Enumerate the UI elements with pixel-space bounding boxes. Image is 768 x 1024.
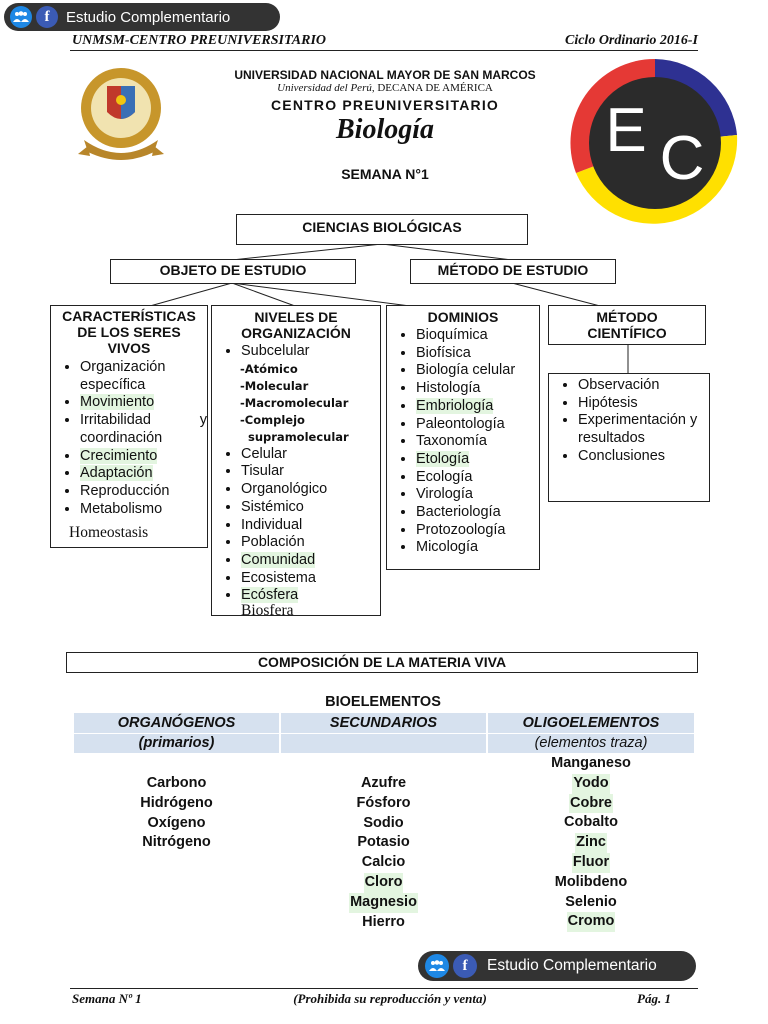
- table-cell: Manganeso: [551, 755, 631, 771]
- table-cell: Cromo: [488, 912, 694, 932]
- centre-name: CENTRO PREUNIVERSITARIO: [270, 97, 500, 113]
- list-item: • Organización específica: [80, 359, 207, 394]
- objeto-estudio-label: OBJETO DE ESTUDIO: [159, 262, 307, 278]
- ciencias-biologicas-label: CIENCIAS BIOLÓGICAS: [302, 219, 462, 235]
- list-item: • Reproducción: [80, 483, 207, 501]
- table-cell: Yodo: [488, 774, 694, 794]
- table-cell: Sodio: [363, 814, 404, 831]
- objeto-estudio-box: [110, 259, 356, 284]
- badge-label: Estudio Complementario: [487, 957, 657, 974]
- footer-right: Pág. 1: [637, 991, 671, 1006]
- list-item: • Etología: [416, 451, 539, 469]
- list-item: • Sistémico: [241, 499, 380, 517]
- niveles-box: [211, 305, 381, 620]
- list-item: • Biofísica: [416, 345, 539, 363]
- list-item: • Observación: [578, 377, 709, 395]
- dominios-title: DOMINIOS: [427, 309, 499, 325]
- facebook-icon: f: [453, 954, 477, 978]
- sub-item: supramolecular: [248, 429, 349, 444]
- table-cell: Calcio: [361, 854, 406, 871]
- oligoelementos-column: [488, 754, 694, 932]
- sub-item: -Macromolecular: [240, 395, 349, 410]
- niveles-list: [212, 343, 380, 361]
- footer-left: Semana Nº 1: [72, 991, 142, 1006]
- footer-center: (Prohibida su reproducción y venta): [293, 991, 487, 1006]
- subject-title: Biología: [335, 114, 434, 145]
- university-subtitle-rest: , DECANA DE AMÉRICA: [371, 82, 493, 94]
- oligoelementos-subheader: (elementos traza): [488, 734, 694, 753]
- badge-label: Estudio Complementario: [66, 8, 231, 26]
- sub-item: -Molecular: [240, 378, 309, 393]
- header-left: UNMSM-CENTRO PREUNIVERSITARIO: [72, 33, 327, 48]
- metodo-cientifico-box: [548, 373, 710, 502]
- table-cell: Azufre: [360, 775, 407, 791]
- footer-rule: [70, 988, 698, 989]
- secundarios-subheader: [281, 734, 486, 753]
- niveles-title: NIVELES DE ORGANIZACIÓN: [241, 309, 351, 341]
- list-item: • Metabolismo: [80, 501, 207, 519]
- niveles-extra: Biosfera: [241, 602, 294, 620]
- list-item: • Ecología: [416, 469, 539, 487]
- table-cell: Fósforo: [356, 794, 411, 811]
- organogenos-column: [74, 774, 279, 853]
- composicion-title: COMPOSICIÓN DE LA MATERIA VIVA: [257, 654, 507, 670]
- organogenos-subheader: (primarios): [74, 734, 279, 753]
- oligoelementos-header: OLIGOELEMENTOS: [488, 713, 694, 733]
- secundarios-header: SECUNDARIOS: [281, 713, 486, 733]
- group-icon: [425, 954, 449, 978]
- list-item: • Protozoología: [416, 522, 539, 540]
- list-item: • Tisular: [241, 463, 380, 481]
- table-cell: Cloro: [281, 873, 486, 893]
- university-name: UNIVERSIDAD NACIONAL MAYOR DE SAN MARCOS: [234, 68, 536, 82]
- list-item: • Taxonomía: [416, 433, 539, 451]
- dominios-list: [387, 327, 539, 557]
- list-item: • Subcelular: [241, 343, 380, 361]
- table-cell: Cobre: [488, 794, 694, 814]
- list-item: • Irritabilidad y coordinación: [80, 412, 207, 447]
- list-item: • Individual: [241, 517, 380, 535]
- logo-letter-e: E: [605, 96, 647, 165]
- logo-letter-c: C: [659, 124, 705, 193]
- metodo-estudio-label: MÉTODO DE ESTUDIO: [437, 262, 589, 278]
- list-item: • Celular: [241, 446, 380, 464]
- table-cell: Potasio: [357, 834, 410, 851]
- list-item: • Biología celular: [416, 362, 539, 380]
- table-cell: Magnesio: [281, 893, 486, 913]
- list-item: • Hipótesis: [578, 395, 709, 413]
- metodo-cientifico-list: [549, 377, 709, 466]
- list-item: • Virología: [416, 486, 539, 504]
- list-item: • Micología: [416, 539, 539, 557]
- organogenos-header: ORGANÓGENOS: [74, 713, 279, 733]
- week-label: SEMANA N°1: [341, 166, 429, 182]
- list-item: • Bacteriología: [416, 504, 539, 522]
- caracteristicas-title: CARACTERÍSTICAS DE LOS SERES VIVOS: [62, 308, 196, 356]
- list-item: • Embriología: [416, 398, 539, 416]
- bioelementos-heading: BIOELEMENTOS: [325, 694, 441, 710]
- table-cell: Hidrógeno: [140, 794, 213, 811]
- table-cell: Cobalto: [564, 814, 618, 831]
- metodo-estudio-box: [410, 259, 616, 284]
- list-item: • Ecósfera: [241, 587, 380, 605]
- table-cell: Zinc: [488, 833, 694, 853]
- metodo-cientifico-title: MÉTODO CIENTÍFICO: [587, 309, 667, 341]
- estudio-complementario-badge-bottom[interactable]: [418, 951, 696, 981]
- metodo-cientifico-title-box: [548, 305, 706, 345]
- sub-item: -Atómico: [240, 361, 298, 376]
- niveles-list-2: [212, 446, 380, 605]
- list-item: • Organológico: [241, 481, 380, 499]
- list-item: • Movimiento: [80, 394, 207, 412]
- list-item: • Experimentación y resultados: [578, 412, 709, 447]
- list-item: • Paleontología: [416, 416, 539, 434]
- caracteristicas-extra: Homeostasis: [69, 524, 149, 542]
- caracteristicas-list: [51, 359, 207, 518]
- university-subtitle-italic: Universidad del Perú: [277, 82, 372, 94]
- list-item: • Población: [241, 534, 380, 552]
- list-item: • Bioquímica: [416, 327, 539, 345]
- dominios-box: [386, 305, 540, 570]
- list-item: • Ecosistema: [241, 570, 380, 588]
- niveles-sublist: [240, 361, 380, 446]
- table-cell: Oxígeno: [147, 814, 206, 831]
- header-right: Ciclo Ordinario 2016-I: [564, 33, 698, 48]
- sub-item: -Complejo: [240, 412, 305, 427]
- list-item: • Histología: [416, 380, 539, 398]
- ciencias-biologicas-box: [236, 214, 528, 245]
- table-cell: Nitrógeno: [142, 834, 211, 851]
- list-item: • Crecimiento: [80, 448, 207, 466]
- table-cell: Molibdeno: [554, 873, 628, 890]
- secundarios-column: [281, 774, 486, 932]
- list-item: • Adaptación: [80, 465, 207, 483]
- composicion-title-box: [66, 652, 698, 673]
- caracteristicas-box: [50, 305, 208, 548]
- table-cell: Carbono: [146, 775, 207, 791]
- list-item: • Comunidad: [241, 552, 380, 570]
- table-cell: Hierro: [362, 913, 405, 930]
- table-cell: Fluor: [488, 853, 694, 873]
- list-item: • Conclusiones: [578, 448, 709, 466]
- facebook-icon: f: [36, 6, 58, 28]
- table-cell: Selenio: [565, 893, 617, 910]
